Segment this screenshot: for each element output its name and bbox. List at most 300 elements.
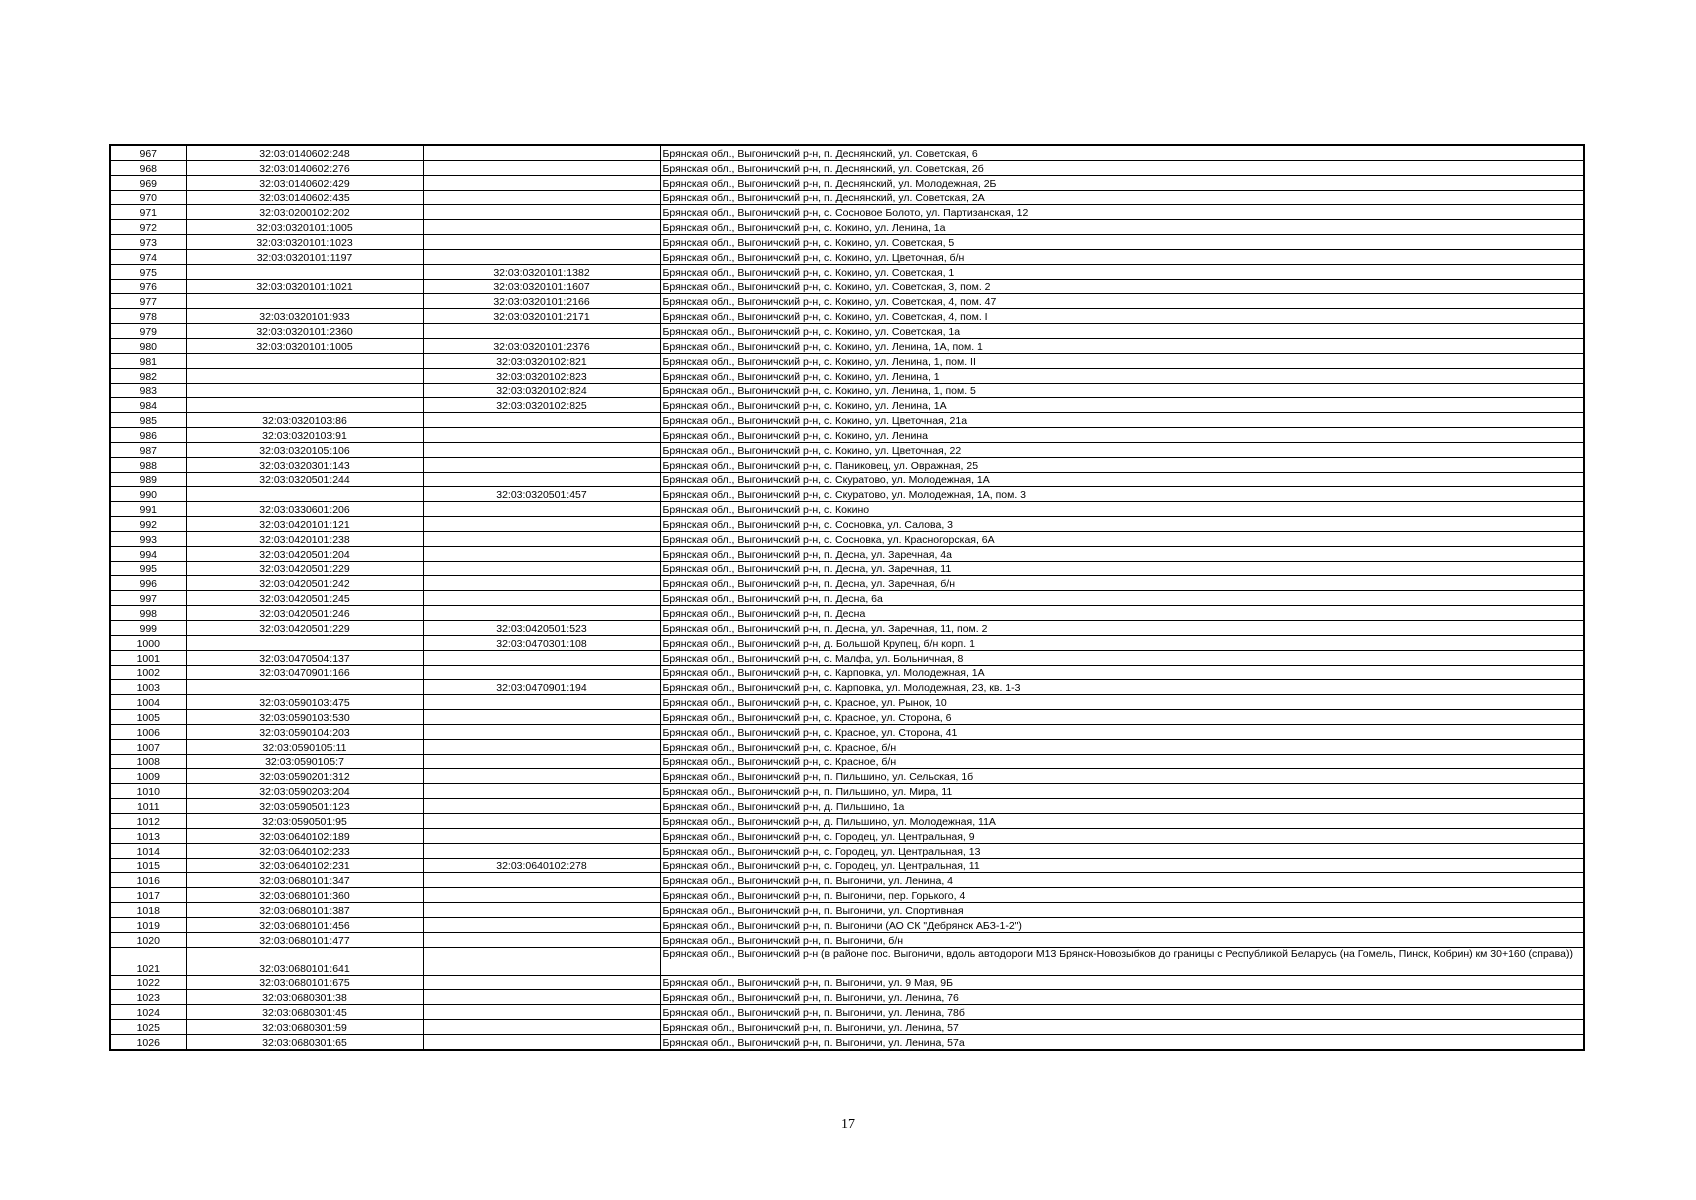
cadastral-number-cell: 32:03:0680101:641 xyxy=(186,947,423,975)
address-cell: Брянская обл., Выгоничский р-н, п. Десна, 6а xyxy=(660,591,1584,606)
address-cell: Брянская обл., Выгоничский р-н, с. Кокино, ул. Советская, 5 xyxy=(660,235,1584,250)
table-row xyxy=(110,606,1584,621)
cadastral-number-cell: 32:03:0320101:933 xyxy=(186,309,423,324)
related-cadastral-number-cell xyxy=(423,1005,660,1020)
row-number-cell: 1025 xyxy=(110,1020,186,1035)
row-number-cell: 983 xyxy=(110,383,186,398)
row-number-cell: 989 xyxy=(110,472,186,487)
row-number-cell: 985 xyxy=(110,413,186,428)
row-number-cell: 1000 xyxy=(110,635,186,650)
row-number-cell: 1009 xyxy=(110,769,186,784)
related-cadastral-number-cell xyxy=(423,606,660,621)
table-row xyxy=(110,932,1584,947)
table-row xyxy=(110,1005,1584,1020)
table-row xyxy=(110,903,1584,918)
cadastral-number-cell: 32:03:0680101:360 xyxy=(186,888,423,903)
row-number-cell: 994 xyxy=(110,546,186,561)
address-cell: Брянская обл., Выгоничский р-н, с. Скуратово, ул. Молодежная, 1А xyxy=(660,472,1584,487)
cadastral-number-cell: 32:03:0420101:121 xyxy=(186,517,423,532)
cadastral-number-cell: 32:03:0140602:429 xyxy=(186,175,423,190)
related-cadastral-number-cell xyxy=(423,1034,660,1049)
table-row xyxy=(110,665,1584,680)
row-number-cell: 973 xyxy=(110,235,186,250)
related-cadastral-number-cell xyxy=(423,145,660,160)
address-cell: Брянская обл., Выгоничский р-н, с. Кокино, ул. Советская, 3, пом. 2 xyxy=(660,279,1584,294)
row-number-cell: 1013 xyxy=(110,828,186,843)
related-cadastral-number-cell xyxy=(423,457,660,472)
related-cadastral-number-cell: 32:03:0320101:2166 xyxy=(423,294,660,309)
table-row xyxy=(110,1020,1584,1035)
related-cadastral-number-cell xyxy=(423,917,660,932)
table-row xyxy=(110,695,1584,710)
address-cell: Брянская обл., Выгоничский р-н, п. Деснянский, ул. Молодежная, 2Б xyxy=(660,175,1584,190)
table-row xyxy=(110,858,1584,873)
row-number-cell: 1004 xyxy=(110,695,186,710)
cadastral-number-cell: 32:03:0420501:245 xyxy=(186,591,423,606)
row-number-cell: 978 xyxy=(110,309,186,324)
table-row xyxy=(110,487,1584,502)
table-row xyxy=(110,428,1584,443)
related-cadastral-number-cell xyxy=(423,531,660,546)
address-cell: Брянская обл., Выгоничский р-н, с. Красное, б/н xyxy=(660,739,1584,754)
row-number-cell: 997 xyxy=(110,591,186,606)
table-row xyxy=(110,917,1584,932)
related-cadastral-number-cell xyxy=(423,249,660,264)
table-row xyxy=(110,591,1584,606)
row-number-cell: 979 xyxy=(110,324,186,339)
address-cell: Брянская обл., Выгоничский р-н, с. Малфа, ул. Больничная, 8 xyxy=(660,650,1584,665)
row-number-cell: 974 xyxy=(110,249,186,264)
related-cadastral-number-cell xyxy=(423,799,660,814)
row-number-cell: 996 xyxy=(110,576,186,591)
address-cell: Брянская обл., Выгоничский р-н, п. Выгоничи, ул. Ленина, 78б xyxy=(660,1005,1584,1020)
table-row xyxy=(110,338,1584,353)
cadastral-number-cell: 32:03:0420501:242 xyxy=(186,576,423,591)
cadastral-number-cell: 32:03:0680101:387 xyxy=(186,903,423,918)
cadastral-number-cell: 32:03:0640102:233 xyxy=(186,843,423,858)
cadastral-number-cell xyxy=(186,368,423,383)
cadastral-number-cell: 32:03:0680101:477 xyxy=(186,932,423,947)
row-number-cell: 981 xyxy=(110,353,186,368)
address-cell: Брянская обл., Выгоничский р-н, с. Городец, ул. Центральная, 13 xyxy=(660,843,1584,858)
row-number-cell: 980 xyxy=(110,338,186,353)
row-number-cell: 1003 xyxy=(110,680,186,695)
related-cadastral-number-cell: 32:03:0470301:108 xyxy=(423,635,660,650)
cadastral-number-cell: 32:03:0320103:91 xyxy=(186,428,423,443)
address-cell: Брянская обл., Выгоничский р-н, п. Деснянский, ул. Советская, 2б xyxy=(660,160,1584,175)
row-number-cell: 972 xyxy=(110,220,186,235)
table-row xyxy=(110,813,1584,828)
cadastral-number-cell: 32:03:0200102:202 xyxy=(186,205,423,220)
related-cadastral-number-cell xyxy=(423,428,660,443)
cadastral-number-cell: 32:03:0330601:206 xyxy=(186,502,423,517)
table-row xyxy=(110,784,1584,799)
table-row xyxy=(110,799,1584,814)
table-row xyxy=(110,457,1584,472)
table-row xyxy=(110,546,1584,561)
related-cadastral-number-cell xyxy=(423,769,660,784)
related-cadastral-number-cell: 32:03:0320501:457 xyxy=(423,487,660,502)
row-number-cell: 967 xyxy=(110,145,186,160)
address-cell: Брянская обл., Выгоничский р-н, с. Карповка, ул. Молодежная, 23, кв. 1-3 xyxy=(660,680,1584,695)
table-row xyxy=(110,828,1584,843)
table-row xyxy=(110,990,1584,1005)
table-row xyxy=(110,561,1584,576)
cadastral-number-cell: 32:03:0320101:1021 xyxy=(186,279,423,294)
row-number-cell: 999 xyxy=(110,621,186,636)
row-number-cell: 1007 xyxy=(110,739,186,754)
address-cell: Брянская обл., Выгоничский р-н, с. Кокино, ул. Ленина, 1 xyxy=(660,368,1584,383)
related-cadastral-number-cell xyxy=(423,591,660,606)
cadastral-number-cell: 32:03:0320101:1005 xyxy=(186,220,423,235)
address-cell: Брянская обл., Выгоничский р-н, с. Скуратово, ул. Молодежная, 1А, пом. 3 xyxy=(660,487,1584,502)
row-number-cell: 1024 xyxy=(110,1005,186,1020)
row-number-cell: 1023 xyxy=(110,990,186,1005)
table-row xyxy=(110,145,1584,160)
related-cadastral-number-cell xyxy=(423,710,660,725)
row-number-cell: 976 xyxy=(110,279,186,294)
address-cell: Брянская обл., Выгоничский р-н, с. Красное, ул. Рынок, 10 xyxy=(660,695,1584,710)
cadastral-number-cell: 32:03:0420501:229 xyxy=(186,621,423,636)
cadastral-number-cell: 32:03:0590105:7 xyxy=(186,754,423,769)
page-number: 17 xyxy=(841,1117,855,1132)
row-number-cell: 1002 xyxy=(110,665,186,680)
cadastral-number-cell: 32:03:0420501:246 xyxy=(186,606,423,621)
related-cadastral-number-cell xyxy=(423,828,660,843)
cadastral-number-cell: 32:03:0640102:231 xyxy=(186,858,423,873)
cadastral-number-cell: 32:03:0320105:106 xyxy=(186,442,423,457)
table-row xyxy=(110,739,1584,754)
related-cadastral-number-cell xyxy=(423,724,660,739)
cadastral-number-cell: 32:03:0470901:166 xyxy=(186,665,423,680)
table-row xyxy=(110,413,1584,428)
address-cell: Брянская обл., Выгоничский р-н, п. Десна, ул. Заречная, 4а xyxy=(660,546,1584,561)
table-row xyxy=(110,160,1584,175)
row-number-cell: 1001 xyxy=(110,650,186,665)
row-number-cell: 995 xyxy=(110,561,186,576)
address-cell: Брянская обл., Выгоничский р-н, с. Кокино, ул. Советская, 1 xyxy=(660,264,1584,279)
table-row xyxy=(110,843,1584,858)
address-cell: Брянская обл., Выгоничский р-н, с. Кокино xyxy=(660,502,1584,517)
related-cadastral-number-cell xyxy=(423,220,660,235)
cadastral-number-cell: 32:03:0590203:204 xyxy=(186,784,423,799)
related-cadastral-number-cell xyxy=(423,413,660,428)
address-cell: Брянская обл., Выгоничский р-н, д. Большой Крупец, б/н корп. 1 xyxy=(660,635,1584,650)
address-cell: Брянская обл., Выгоничский р-н, с. Кокино, ул. Ленина, 1А, пом. 1 xyxy=(660,338,1584,353)
related-cadastral-number-cell xyxy=(423,739,660,754)
address-cell: Брянская обл., Выгоничский р-н, д. Пильшино, ул. Молодежная, 11А xyxy=(660,813,1584,828)
related-cadastral-number-cell xyxy=(423,160,660,175)
row-number-cell: 1018 xyxy=(110,903,186,918)
table-row xyxy=(110,264,1584,279)
row-number-cell: 998 xyxy=(110,606,186,621)
related-cadastral-number-cell xyxy=(423,695,660,710)
related-cadastral-number-cell: 32:03:0320102:825 xyxy=(423,398,660,413)
related-cadastral-number-cell: 32:03:0320102:823 xyxy=(423,368,660,383)
table-row xyxy=(110,517,1584,532)
cadastral-number-cell: 32:03:0320301:143 xyxy=(186,457,423,472)
related-cadastral-number-cell xyxy=(423,502,660,517)
row-number-cell: 1017 xyxy=(110,888,186,903)
row-number-cell: 1011 xyxy=(110,799,186,814)
related-cadastral-number-cell: 32:03:0320101:1382 xyxy=(423,264,660,279)
related-cadastral-number-cell xyxy=(423,205,660,220)
cadastral-number-cell: 32:03:0680301:65 xyxy=(186,1034,423,1049)
address-cell: Брянская обл., Выгоничский р-н, п. Десна, ул. Заречная, б/н xyxy=(660,576,1584,591)
table-row xyxy=(110,383,1584,398)
table-row xyxy=(110,635,1584,650)
table-row xyxy=(110,1034,1584,1049)
row-number-cell: 984 xyxy=(110,398,186,413)
table-row xyxy=(110,680,1584,695)
table-row xyxy=(110,947,1584,975)
related-cadastral-number-cell xyxy=(423,665,660,680)
row-number-cell: 969 xyxy=(110,175,186,190)
cadastral-number-cell: 32:03:0590501:95 xyxy=(186,813,423,828)
table-row xyxy=(110,279,1584,294)
row-number-cell: 990 xyxy=(110,487,186,502)
related-cadastral-number-cell: 32:03:0320101:1607 xyxy=(423,279,660,294)
row-number-cell: 993 xyxy=(110,531,186,546)
cadastral-number-cell: 32:03:0420101:238 xyxy=(186,531,423,546)
related-cadastral-number-cell xyxy=(423,175,660,190)
address-cell: Брянская обл., Выгоничский р-н, п. Десна, ул. Заречная, 11 xyxy=(660,561,1584,576)
address-cell: Брянская обл., Выгоничский р-н, с. Сосновое Болото, ул. Партизанская, 12 xyxy=(660,205,1584,220)
address-cell: Брянская обл., Выгоничский р-н, с. Кокино, ул. Ленина, 1, пом. 5 xyxy=(660,383,1584,398)
cadastral-number-cell: 32:03:0320101:1197 xyxy=(186,249,423,264)
row-number-cell: 1006 xyxy=(110,724,186,739)
related-cadastral-number-cell xyxy=(423,754,660,769)
row-number-cell: 986 xyxy=(110,428,186,443)
cadastral-number-cell xyxy=(186,680,423,695)
related-cadastral-number-cell: 32:03:0320102:824 xyxy=(423,383,660,398)
related-cadastral-number-cell xyxy=(423,932,660,947)
row-number-cell: 977 xyxy=(110,294,186,309)
cadastral-number-cell xyxy=(186,383,423,398)
address-cell: Брянская обл., Выгоничский р-н, п. Выгоничи, ул. Ленина, 4 xyxy=(660,873,1584,888)
row-number-cell: 988 xyxy=(110,457,186,472)
address-cell: Брянская обл., Выгоничский р-н, с. Красное, ул. Сторона, 6 xyxy=(660,710,1584,725)
related-cadastral-number-cell: 32:03:0640102:278 xyxy=(423,858,660,873)
related-cadastral-number-cell: 32:03:0320102:821 xyxy=(423,353,660,368)
address-cell: Брянская обл., Выгоничский р-н, с. Кокино, ул. Советская, 4, пом. 47 xyxy=(660,294,1584,309)
related-cadastral-number-cell xyxy=(423,561,660,576)
related-cadastral-number-cell xyxy=(423,324,660,339)
related-cadastral-number-cell: 32:03:0470901:194 xyxy=(423,680,660,695)
row-number-cell: 1005 xyxy=(110,710,186,725)
row-number-cell: 1008 xyxy=(110,754,186,769)
address-cell: Брянская обл., Выгоничский р-н, п. Выгоничи, б/н xyxy=(660,932,1584,947)
table-row xyxy=(110,368,1584,383)
address-cell: Брянская обл., Выгоничский р-н, с. Красное, ул. Сторона, 41 xyxy=(660,724,1584,739)
row-number-cell: 992 xyxy=(110,517,186,532)
cadastral-number-cell: 32:03:0590501:123 xyxy=(186,799,423,814)
table-row xyxy=(110,710,1584,725)
address-cell: Брянская обл., Выгоничский р-н, п. Выгоничи, ул. Ленина, 57а xyxy=(660,1034,1584,1049)
address-cell: Брянская обл., Выгоничский р-н, п. Десна xyxy=(660,606,1584,621)
cadastral-number-cell: 32:03:0470504:137 xyxy=(186,650,423,665)
table-row xyxy=(110,175,1584,190)
related-cadastral-number-cell xyxy=(423,813,660,828)
cadastral-number-cell: 32:03:0420501:204 xyxy=(186,546,423,561)
table-row xyxy=(110,621,1584,636)
table-row xyxy=(110,975,1584,990)
cadastral-number-cell xyxy=(186,487,423,502)
row-number-cell: 970 xyxy=(110,190,186,205)
address-cell: Брянская обл., Выгоничский р-н, с. Кокино, ул. Цветочная, б/н xyxy=(660,249,1584,264)
related-cadastral-number-cell: 32:03:0320101:2171 xyxy=(423,309,660,324)
cadastral-number-cell: 32:03:0320501:244 xyxy=(186,472,423,487)
address-cell: Брянская обл., Выгоничский р-н, п. Десна, ул. Заречная, 11, пом. 2 xyxy=(660,621,1584,636)
address-cell: Брянская обл., Выгоничский р-н, п. Выгоничи, пер. Горького, 4 xyxy=(660,888,1584,903)
cadastral-number-cell: 32:03:0590105:11 xyxy=(186,739,423,754)
cadastral-number-cell: 32:03:0320101:1023 xyxy=(186,235,423,250)
table-row xyxy=(110,769,1584,784)
table-row xyxy=(110,353,1584,368)
address-cell: Брянская обл., Выгоничский р-н, с. Сосновка, ул. Салова, 3 xyxy=(660,517,1584,532)
related-cadastral-number-cell xyxy=(423,576,660,591)
cadastral-number-cell: 32:03:0420501:229 xyxy=(186,561,423,576)
address-cell: Брянская обл., Выгоничский р-н, с. Красное, б/н xyxy=(660,754,1584,769)
related-cadastral-number-cell xyxy=(423,546,660,561)
address-cell: Брянская обл., Выгоничский р-н, п. Выгоничи, ул. Ленина, 57 xyxy=(660,1020,1584,1035)
row-number-cell: 968 xyxy=(110,160,186,175)
related-cadastral-number-cell xyxy=(423,784,660,799)
row-number-cell: 1020 xyxy=(110,932,186,947)
related-cadastral-number-cell xyxy=(423,903,660,918)
table-row xyxy=(110,398,1584,413)
address-cell: Брянская обл., Выгоничский р-н, п. Пильшино, ул. Мира, 11 xyxy=(660,784,1584,799)
table-row xyxy=(110,472,1584,487)
related-cadastral-number-cell xyxy=(423,947,660,975)
cadastral-number-cell: 32:03:0140602:248 xyxy=(186,145,423,160)
cadastral-number-cell: 32:03:0680101:456 xyxy=(186,917,423,932)
related-cadastral-number-cell xyxy=(423,235,660,250)
cadastral-table xyxy=(109,144,1585,1051)
table-row xyxy=(110,531,1584,546)
table-row xyxy=(110,576,1584,591)
cadastral-number-cell: 32:03:0590103:530 xyxy=(186,710,423,725)
address-cell: Брянская обл., Выгоничский р-н, с. Сосновка, ул. Красногорская, 6А xyxy=(660,531,1584,546)
cadastral-number-cell: 32:03:0680301:38 xyxy=(186,990,423,1005)
table-row xyxy=(110,873,1584,888)
address-cell: Брянская обл., Выгоничский р-н (в районе пос. Выгоничи, вдоль автодороги М13 Брянск-Новозыбков до границы с Республикой Беларусь (на Гомель, Пинск, Кобрин) км 30+160 (справа)) xyxy=(660,947,1584,975)
cadastral-number-cell xyxy=(186,294,423,309)
cadastral-number-cell xyxy=(186,398,423,413)
address-cell: Брянская обл., Выгоничский р-н, п. Выгоничи, ул. Спортивная xyxy=(660,903,1584,918)
related-cadastral-number-cell xyxy=(423,1020,660,1035)
row-number-cell: 991 xyxy=(110,502,186,517)
cadastral-number-cell xyxy=(186,353,423,368)
table-row xyxy=(110,754,1584,769)
row-number-cell: 1026 xyxy=(110,1034,186,1049)
cadastral-number-cell: 32:03:0140602:276 xyxy=(186,160,423,175)
cadastral-number-cell: 32:03:0680101:347 xyxy=(186,873,423,888)
cadastral-number-cell: 32:03:0590104:203 xyxy=(186,724,423,739)
address-cell: Брянская обл., Выгоничский р-н, п. Пильшино, ул. Сельская, 1б xyxy=(660,769,1584,784)
row-number-cell: 1010 xyxy=(110,784,186,799)
cadastral-number-cell: 32:03:0140602:435 xyxy=(186,190,423,205)
related-cadastral-number-cell xyxy=(423,650,660,665)
related-cadastral-number-cell xyxy=(423,517,660,532)
cadastral-number-cell: 32:03:0680301:45 xyxy=(186,1005,423,1020)
row-number-cell: 987 xyxy=(110,442,186,457)
table-row xyxy=(110,442,1584,457)
cadastral-number-cell: 32:03:0320101:1005 xyxy=(186,338,423,353)
cadastral-number-cell: 32:03:0680101:675 xyxy=(186,975,423,990)
row-number-cell: 1022 xyxy=(110,975,186,990)
cadastral-number-cell: 32:03:0320103:86 xyxy=(186,413,423,428)
cadastral-number-cell: 32:03:0640102:189 xyxy=(186,828,423,843)
row-number-cell: 982 xyxy=(110,368,186,383)
address-cell: Брянская обл., Выгоничский р-н, с. Кокино, ул. Ленина, 1, пом. II xyxy=(660,353,1584,368)
related-cadastral-number-cell xyxy=(423,873,660,888)
address-cell: Брянская обл., Выгоничский р-н, д. Пильшино, 1а xyxy=(660,799,1584,814)
address-cell: Брянская обл., Выгоничский р-н, п. Выгоничи (АО СК "Дебрянск АБЗ-1-2") xyxy=(660,917,1584,932)
related-cadastral-number-cell xyxy=(423,888,660,903)
row-number-cell: 1015 xyxy=(110,858,186,873)
address-cell: Брянская обл., Выгоничский р-н, с. Кокино, ул. Ленина, 1а xyxy=(660,220,1584,235)
row-number-cell: 1012 xyxy=(110,813,186,828)
related-cadastral-number-cell xyxy=(423,190,660,205)
related-cadastral-number-cell xyxy=(423,442,660,457)
related-cadastral-number-cell: 32:03:0320101:2376 xyxy=(423,338,660,353)
cadastral-number-cell: 32:03:0590201:312 xyxy=(186,769,423,784)
address-cell: Брянская обл., Выгоничский р-н, с. Кокино, ул. Цветочная, 22 xyxy=(660,442,1584,457)
cadastral-number-cell: 32:03:0590103:475 xyxy=(186,695,423,710)
table-row xyxy=(110,724,1584,739)
address-cell: Брянская обл., Выгоничский р-н, с. Кокино, ул. Советская, 1а xyxy=(660,324,1584,339)
address-cell: Брянская обл., Выгоничский р-н, с. Кокино, ул. Ленина xyxy=(660,428,1584,443)
table-row xyxy=(110,309,1584,324)
row-number-cell: 1019 xyxy=(110,917,186,932)
table-row xyxy=(110,249,1584,264)
row-number-cell: 1014 xyxy=(110,843,186,858)
cadastral-number-cell xyxy=(186,264,423,279)
related-cadastral-number-cell xyxy=(423,975,660,990)
related-cadastral-number-cell xyxy=(423,990,660,1005)
address-cell: Брянская обл., Выгоничский р-н, п. Деснянский, ул. Советская, 2А xyxy=(660,190,1584,205)
address-cell: Брянская обл., Выгоничский р-н, с. Карповка, ул. Молодежная, 1А xyxy=(660,665,1584,680)
table-row xyxy=(110,888,1584,903)
table-row xyxy=(110,502,1584,517)
related-cadastral-number-cell xyxy=(423,843,660,858)
table-body xyxy=(110,145,1584,1050)
row-number-cell: 1016 xyxy=(110,873,186,888)
address-cell: Брянская обл., Выгоничский р-н, с. Кокино, ул. Ленина, 1А xyxy=(660,398,1584,413)
row-number-cell: 971 xyxy=(110,205,186,220)
table-row xyxy=(110,190,1584,205)
address-cell: Брянская обл., Выгоничский р-н, с. Паниковец, ул. Овражная, 25 xyxy=(660,457,1584,472)
address-cell: Брянская обл., Выгоничский р-н, п. Выгоничи, ул. Ленина, 76 xyxy=(660,990,1584,1005)
address-cell: Брянская обл., Выгоничский р-н, п. Выгоничи, ул. 9 Мая, 9Б xyxy=(660,975,1584,990)
table-row xyxy=(110,294,1584,309)
related-cadastral-number-cell: 32:03:0420501:523 xyxy=(423,621,660,636)
address-cell: Брянская обл., Выгоничский р-н, с. Городец, ул. Центральная, 9 xyxy=(660,828,1584,843)
address-cell: Брянская обл., Выгоничский р-н, с. Кокино, ул. Советская, 4, пом. I xyxy=(660,309,1584,324)
table-row xyxy=(110,650,1584,665)
table-row xyxy=(110,220,1584,235)
address-cell: Брянская обл., Выгоничский р-н, п. Деснянский, ул. Советская, 6 xyxy=(660,145,1584,160)
related-cadastral-number-cell xyxy=(423,472,660,487)
cadastral-number-cell: 32:03:0320101:2360 xyxy=(186,324,423,339)
row-number-cell: 1021 xyxy=(110,947,186,975)
table-row xyxy=(110,205,1584,220)
cadastral-number-cell xyxy=(186,635,423,650)
table-row xyxy=(110,324,1584,339)
cadastral-number-cell: 32:03:0680301:59 xyxy=(186,1020,423,1035)
row-number-cell: 975 xyxy=(110,264,186,279)
